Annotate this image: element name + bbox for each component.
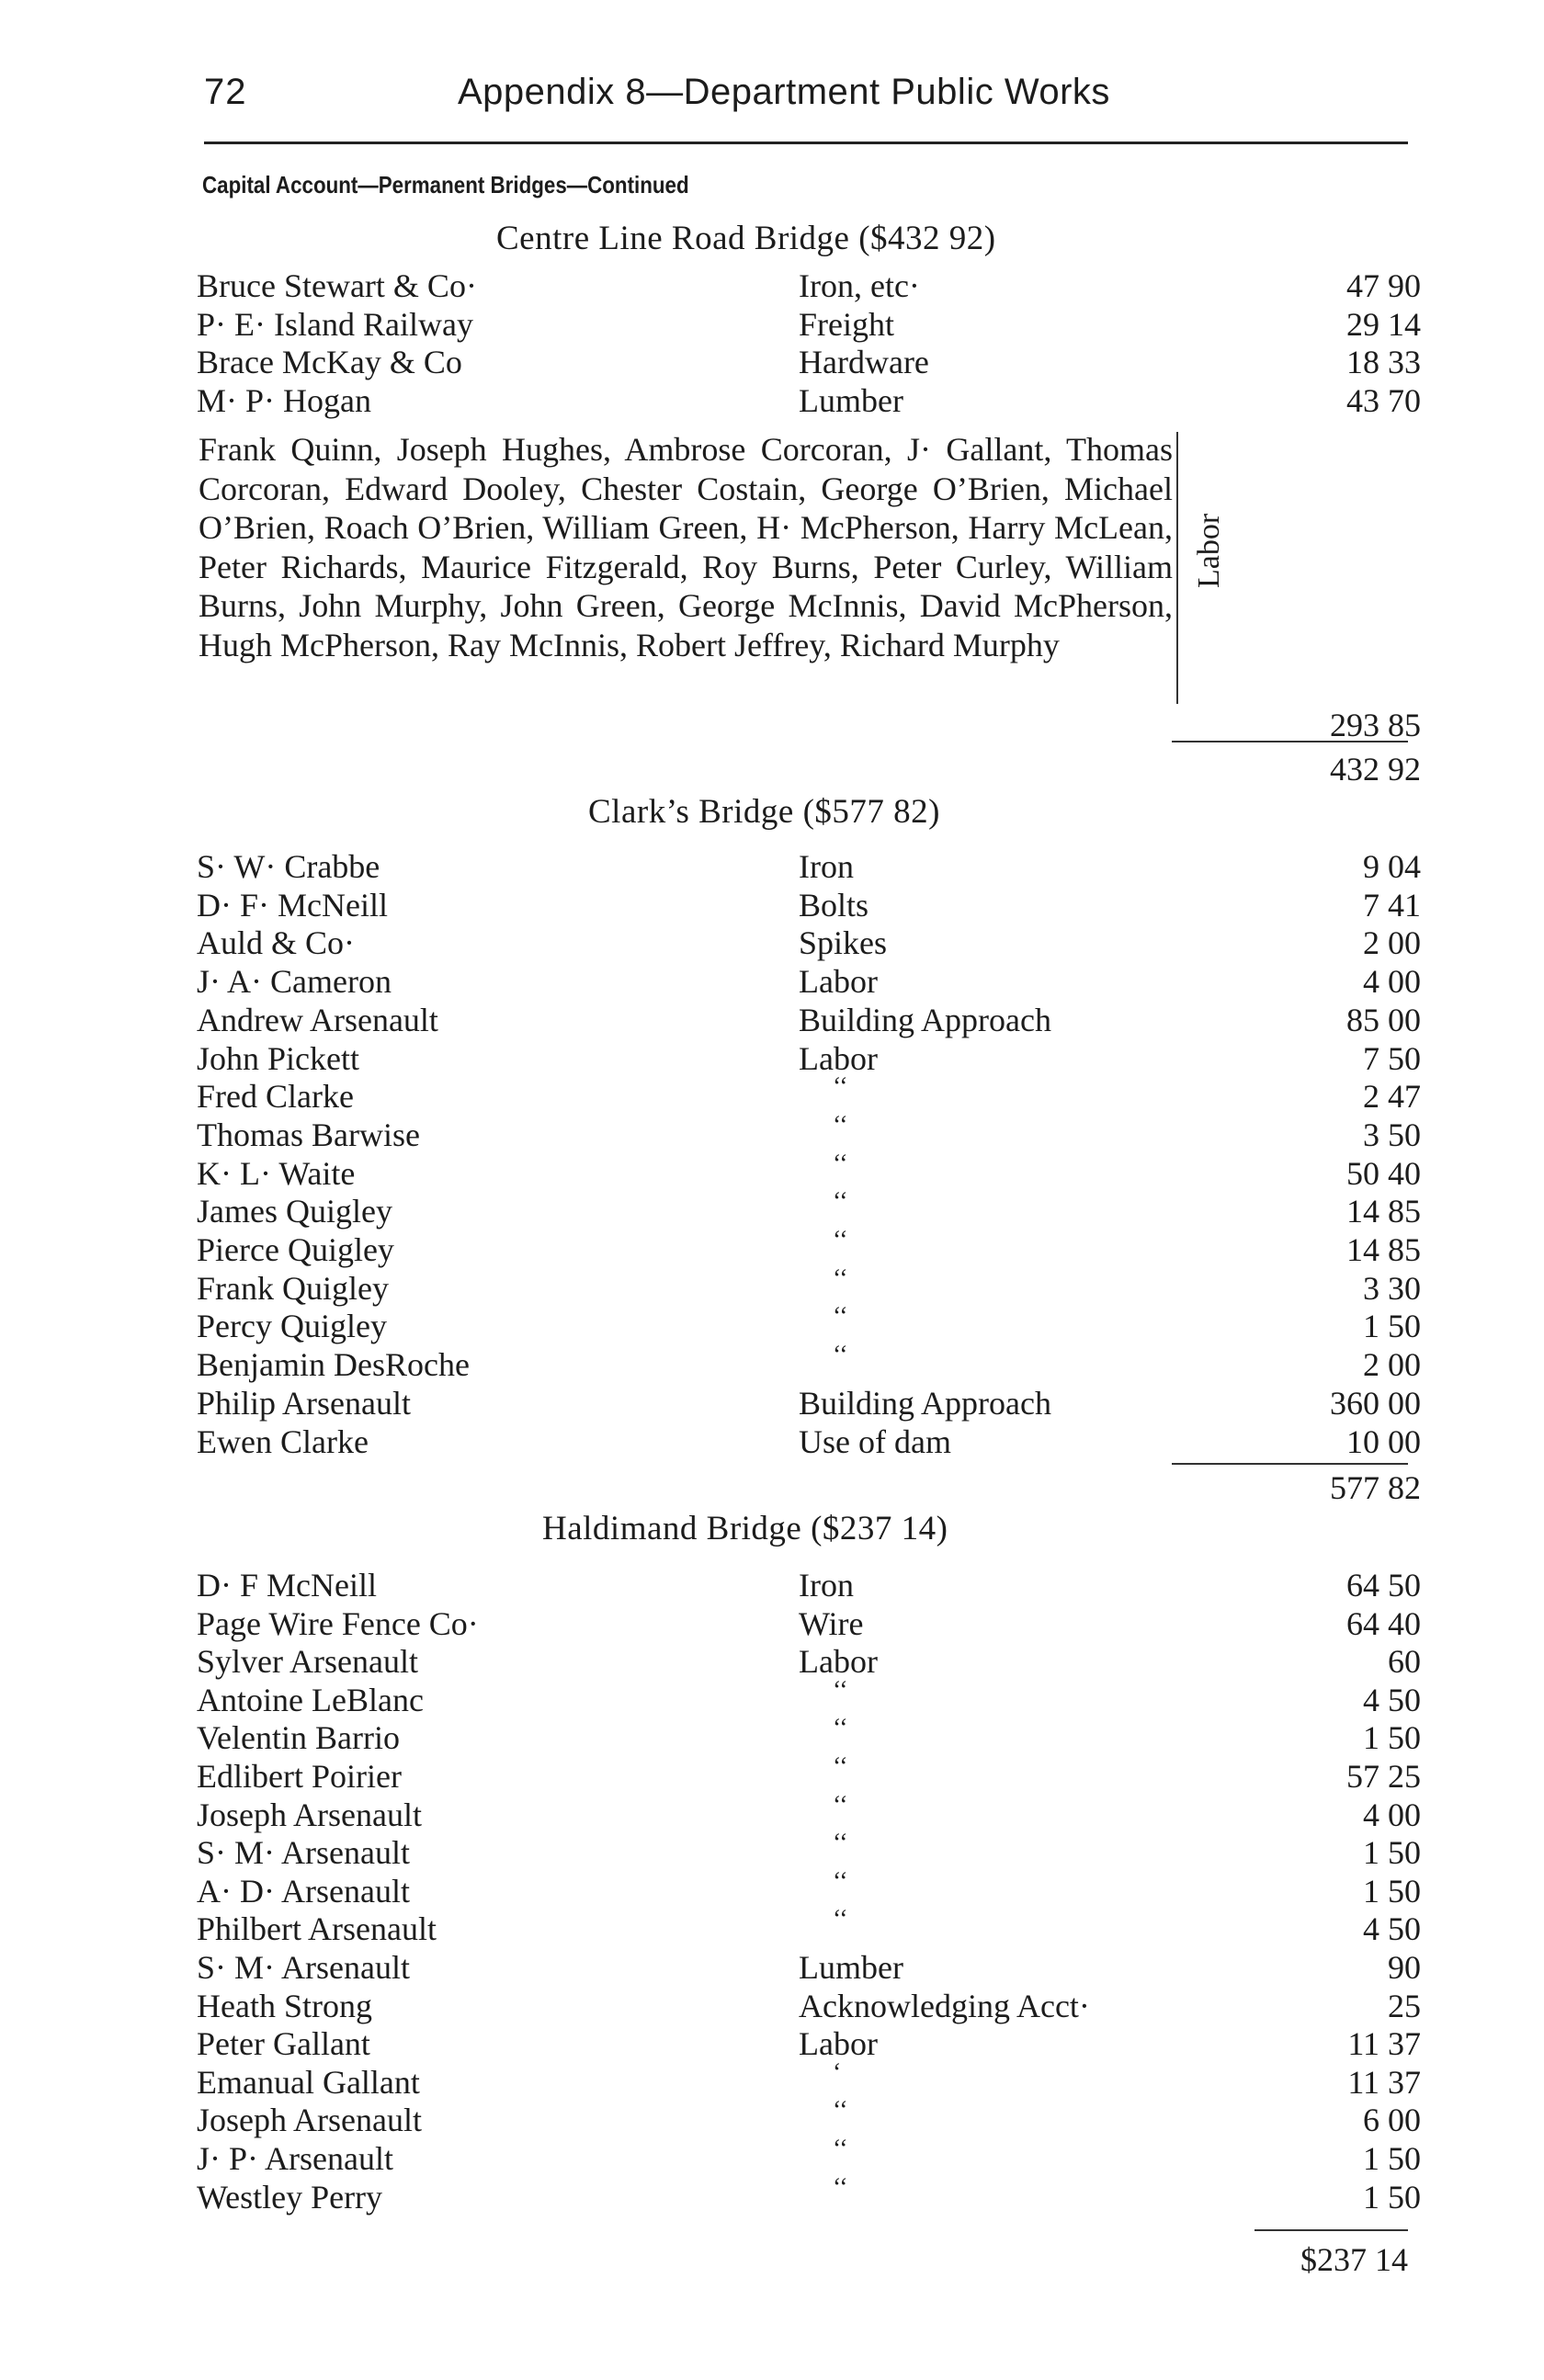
amount: 85 00 <box>1346 1001 1421 1038</box>
amount: 57 25 <box>1346 1758 1421 1795</box>
amount: 2 00 <box>1363 924 1421 962</box>
header-rule <box>204 142 1408 144</box>
payee-name: Joseph Arsenault <box>197 2102 422 2139</box>
payee-name: Edlibert Poirier <box>197 1758 402 1795</box>
payee-name: Peter Gallant <box>197 2025 370 2063</box>
payee-name: Percy Quigley <box>197 1308 387 1345</box>
payee-name: D· F· McNeill <box>197 886 388 924</box>
centre-labor-amount: 293 85 <box>1330 707 1421 743</box>
ledger-row <box>197 924 1421 962</box>
ditto-mark: ‘‘ <box>833 1302 848 1332</box>
ditto-mark: ‘‘ <box>833 1072 848 1102</box>
amount: 64 40 <box>1346 1604 1421 1642</box>
centre-bridge-title: Centre Line Road Bridge ($432 92) <box>496 220 996 257</box>
ledger-row <box>197 847 1421 886</box>
ledger-row <box>197 343 1421 381</box>
ledger-row <box>197 1566 1421 1604</box>
ledger-row <box>197 266 1421 305</box>
expense-item: Iron <box>799 1567 854 1604</box>
amount: 3 30 <box>1363 1269 1421 1307</box>
ledger-row <box>197 1790 1421 1834</box>
ditto-mark: ‘‘ <box>833 1110 848 1139</box>
ledger-row <box>197 1187 1421 1230</box>
expense-item: Iron <box>799 848 854 885</box>
payee-name: Frank Quigley <box>197 1269 389 1307</box>
amount: 47 90 <box>1346 267 1421 304</box>
amount: 64 50 <box>1346 1567 1421 1604</box>
amount: 14 85 <box>1346 1193 1421 1230</box>
ledger-row <box>197 1226 1421 1269</box>
ledger-row <box>197 1642 1421 1681</box>
ditto-mark: ‘‘ <box>833 1905 848 1934</box>
expense-item: Wire <box>799 1604 864 1642</box>
payee-name: Brace McKay & Co <box>197 344 462 380</box>
clarks-total: 577 82 <box>1330 1469 1421 1506</box>
ditto-mark: ‘‘ <box>833 1226 848 1254</box>
clarks-sum-rule <box>1172 1463 1408 1465</box>
amount: 7 41 <box>1363 886 1421 924</box>
amount: 18 33 <box>1346 344 1421 380</box>
ledger-row <box>197 1384 1421 1422</box>
expense-item: Lumber <box>799 381 903 419</box>
amount: 1 50 <box>1363 1872 1421 1910</box>
labor-side-label: Labor <box>1192 513 1226 588</box>
amount: 10 00 <box>1346 1422 1421 1460</box>
payee-name: Benjamin DesRoche <box>197 1346 470 1384</box>
ditto-mark: ‘‘ <box>833 1829 848 1858</box>
ditto-mark: ‘‘ <box>833 1264 848 1293</box>
ditto-mark: ‘‘ <box>833 2135 848 2163</box>
payee-name: A· D· Arsenault <box>197 1872 410 1910</box>
amount: 6 00 <box>1363 2102 1421 2139</box>
ledger-row <box>197 2024 1421 2063</box>
payee-name: K· L· Waite <box>197 1154 356 1192</box>
amount: 2 47 <box>1363 1078 1421 1116</box>
payee-name: Pierce Quigley <box>197 1231 394 1268</box>
ledger-row <box>197 1422 1421 1461</box>
payee-name: J· P· Arsenault <box>197 2140 393 2177</box>
ledger-row <box>197 1039 1421 1078</box>
expense-item: Bolts <box>799 886 869 924</box>
expense-item: Acknowledging Acct· <box>799 1987 1090 2024</box>
ledger-row <box>197 305 1421 344</box>
amount: 4 50 <box>1363 1681 1421 1718</box>
payee-name: Page Wire Fence Co· <box>197 1604 479 1642</box>
amount: 4 00 <box>1363 1796 1421 1833</box>
ledger-row <box>197 1866 1421 1910</box>
payee-name: Auld & Co· <box>197 924 356 962</box>
ledger-row <box>197 1905 1421 1948</box>
ditto-mark: ‘‘ <box>833 1752 848 1781</box>
ditto-mark: ‘‘ <box>833 1714 848 1743</box>
ditto-mark: ‘ <box>833 2057 842 2087</box>
ditto-mark: ‘‘ <box>833 2172 848 2202</box>
amount: 43 70 <box>1346 381 1421 419</box>
amount: 1 50 <box>1363 1308 1421 1345</box>
payee-name: M· P· Hogan <box>197 381 371 419</box>
ledger-row <box>197 2096 1421 2139</box>
amount: 4 00 <box>1363 963 1421 1001</box>
expense-item: Building Approach <box>799 1384 1051 1422</box>
amount: 1 50 <box>1363 2140 1421 2177</box>
amount: 60 <box>1388 1643 1421 1681</box>
payee-name: Bruce Stewart & Co· <box>197 267 477 304</box>
section-label: Capital Account—Permanent Bridges—Continued <box>202 171 689 198</box>
expense-item: Spikes <box>799 924 888 962</box>
payee-name: S· W· Crabbe <box>197 848 380 885</box>
ditto-mark: ‘‘ <box>833 1149 848 1178</box>
ledger-row <box>197 1675 1421 1719</box>
expense-item: Labor <box>799 963 878 1001</box>
payee-name: John Pickett <box>197 1039 359 1077</box>
expense-item: Building Approach <box>799 1001 1051 1038</box>
centre-labor-names: Frank Quinn, Joseph Hughes, Ambrose Corcoran, J· Gallant, Thomas Corcoran, Edward Dooley, Chester Costain, George O’Brien, Michael O’Brien, Roach O’Brien, William Green, H· McPherson, Harry McLean, Peter Richards, Maurice Fitzgerald, Roy Burns, Peter Curley, William Burns, John Murphy, John Green, George McInnis, David McPherson, Hugh McPherson, Ray McInnis, Robert Jeffrey, Richard Murphy <box>199 431 1173 663</box>
ledger-row <box>197 1302 1421 1345</box>
amount: 2 00 <box>1363 1346 1421 1384</box>
payee-name: James Quigley <box>197 1193 392 1230</box>
ledger-row <box>197 1110 1421 1154</box>
ledger-row <box>197 1001 1421 1039</box>
ledger-row <box>197 2057 1421 2102</box>
payee-name: Philbert Arsenault <box>197 1910 437 1948</box>
ledger-row <box>197 962 1421 1001</box>
amount: 50 40 <box>1346 1154 1421 1192</box>
payee-name: Velentin Barrio <box>197 1719 400 1757</box>
payee-name: Thomas Barwise <box>197 1116 420 1153</box>
ledger-row <box>197 1948 1421 1987</box>
payee-name: Heath Strong <box>197 1987 372 2024</box>
clarks-bridge-title: Clark’s Bridge ($577 82) <box>588 793 940 831</box>
amount: 90 <box>1388 1949 1421 1986</box>
payee-name: D· F McNeill <box>197 1567 377 1604</box>
payee-name: Emanual Gallant <box>197 2063 420 2101</box>
labor-bracket <box>1176 432 1178 704</box>
ledger-row <box>197 1829 1421 1872</box>
amount: 11 37 <box>1347 2063 1421 2101</box>
ledger-row <box>197 1752 1421 1796</box>
payee-name: P· E· Island Railway <box>197 305 473 343</box>
expense-item: Freight <box>799 305 894 343</box>
amount: 29 14 <box>1346 305 1421 343</box>
ledger-row <box>197 381 1421 420</box>
page-header <box>204 72 1408 127</box>
ditto-mark: ‘‘ <box>833 1790 848 1819</box>
amount: 9 04 <box>1363 848 1421 885</box>
ledger-row <box>197 1072 1421 1116</box>
expense-item: Lumber <box>799 1949 903 1986</box>
amount: 7 50 <box>1363 1039 1421 1077</box>
amount: 25 <box>1388 1987 1421 2024</box>
ditto-mark: ‘‘ <box>833 1187 848 1217</box>
haldimand-total: $237 14 <box>1300 2241 1408 2278</box>
amount: 3 50 <box>1363 1116 1421 1153</box>
centre-total: 432 92 <box>1330 751 1421 788</box>
payee-name: S· M· Arsenault <box>197 1949 410 1986</box>
page-number: 72 <box>204 72 247 112</box>
expense-item: Iron, etc· <box>799 267 920 304</box>
payee-name: Antoine LeBlanc <box>197 1681 424 1718</box>
ditto-mark: ‘‘ <box>833 1675 848 1705</box>
payee-name: Andrew Arsenault <box>197 1001 438 1038</box>
expense-item: Hardware <box>799 344 929 380</box>
payee-name: Fred Clarke <box>197 1078 354 1116</box>
payee-name: S· M· Arsenault <box>197 1834 410 1872</box>
ledger-row <box>197 1987 1421 2025</box>
amount: 1 50 <box>1363 1719 1421 1757</box>
running-head: Appendix 8—Department Public Works <box>458 72 1110 112</box>
payee-name: Joseph Arsenault <box>197 1796 422 1833</box>
amount: 1 50 <box>1363 2178 1421 2216</box>
ledger-row <box>197 886 1421 924</box>
ditto-mark: ‘‘ <box>833 1341 848 1370</box>
ledger-row <box>197 1149 1421 1193</box>
haldimand-bridge-title: Haldimand Bridge ($237 14) <box>542 1510 948 1547</box>
expense-item: Labor <box>799 1643 878 1681</box>
ditto-mark: ‘‘ <box>833 2096 848 2125</box>
amount: 14 85 <box>1346 1231 1421 1268</box>
ledger-row <box>197 1604 1421 1643</box>
ledger-row <box>197 2135 1421 2178</box>
ledger-row <box>197 1341 1421 1384</box>
amount: 360 00 <box>1330 1384 1421 1422</box>
expense-item: Use of dam <box>799 1422 951 1460</box>
ditto-mark: ‘‘ <box>833 1866 848 1896</box>
ledger-row <box>197 2172 1421 2216</box>
payee-name: Philip Arsenault <box>197 1384 411 1422</box>
payee-name: Ewen Clarke <box>197 1422 369 1460</box>
ledger-row <box>197 1264 1421 1308</box>
ledger-row <box>197 1714 1421 1757</box>
amount: 4 50 <box>1363 1910 1421 1948</box>
payee-name: J· A· Cameron <box>197 963 392 1001</box>
expense-item: Labor <box>799 2025 878 2063</box>
payee-name: Westley Perry <box>197 2178 383 2216</box>
amount: 1 50 <box>1363 1834 1421 1872</box>
expense-item: Labor <box>799 1039 878 1077</box>
haldimand-sum-rule <box>1254 2229 1408 2231</box>
amount: 11 37 <box>1347 2025 1421 2063</box>
payee-name: Sylver Arsenault <box>197 1643 418 1681</box>
